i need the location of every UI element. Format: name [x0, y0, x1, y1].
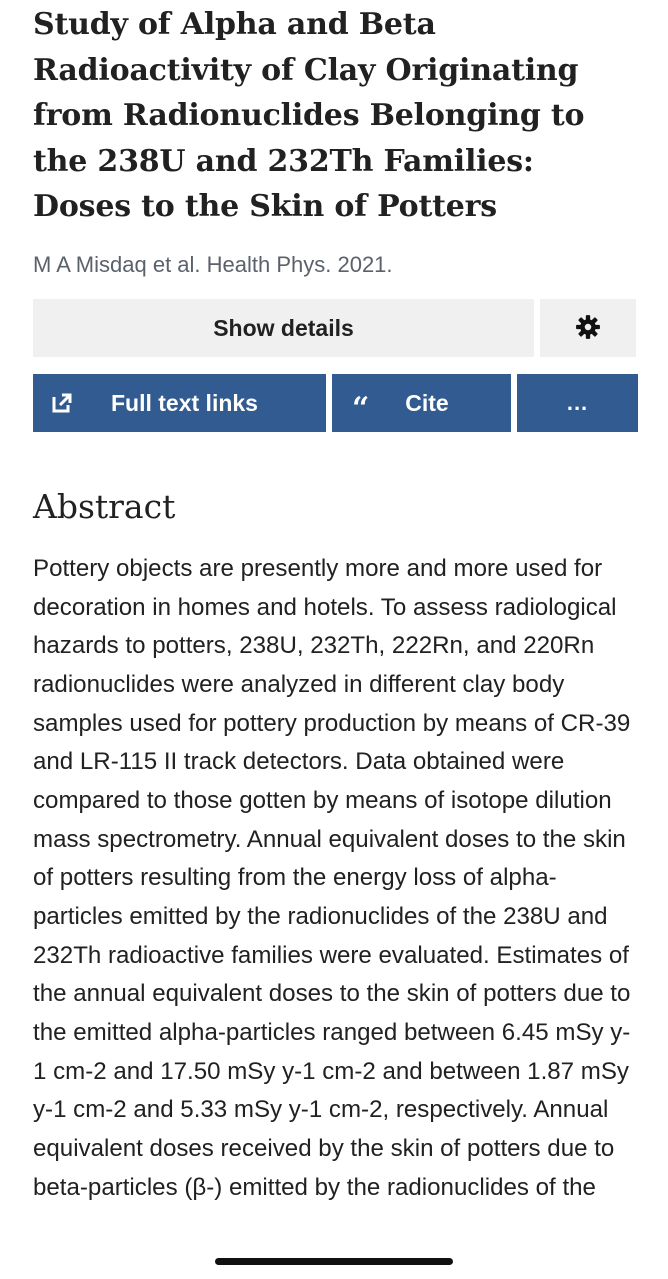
abstract-heading: Abstract [33, 487, 176, 526]
home-indicator[interactable] [215, 1258, 453, 1265]
cite-button[interactable] [332, 374, 511, 432]
gear-icon [575, 314, 601, 343]
abstract-text: Pottery objects are presently more and more used for decoration in homes and hotels. To assess radiological hazards to potters, 238U, 232Th, 222Rn, and 220Rn radionuclides were analyzed in different clay body samples used for pottery production by means of CR-39 and LR-115 II track detectors. Data obtained were compared to those gotten by means of isotope dilution mass spectrometry. Annual equivalent doses to the skin of potters resulting from the energy loss of alpha-particles emitted by the radionuclides of the 238U and 232Th radioactive families were evaluated. Estimates of the annual equivalent doses to the skin of potters due to the emitted alpha-particles ranged between 6.45 mSy y-1 cm-2 and 17.50 mSy y-1 cm-2 and between 1.87 mSy y-1 cm-2 and 5.33 mSy y-1 cm-2, respectively. Annual equivalent doses received by the skin of potters due to beta-particles (β-) emitted by the radionuclides of the [33, 555, 631, 1201]
external-link-icon [51, 392, 73, 414]
details-row [33, 299, 636, 357]
more-button[interactable]: ... [517, 374, 638, 432]
full-text-links-button[interactable] [33, 374, 326, 432]
cite-label: Cite [405, 389, 449, 416]
quote-icon: “ [352, 391, 370, 426]
settings-button[interactable] [540, 299, 636, 357]
show-details-button[interactable]: Show details [33, 299, 534, 357]
full-text-links-label: Full text links [111, 389, 258, 416]
actions-row [33, 374, 636, 432]
article-citation[interactable]: M A Misdaq et al. Health Phys. 2021. [33, 251, 393, 277]
article-title: Study of Alpha and Beta Radioactivity of Clay Originating from Radionuclides Belonging to the 238U and 232Th Families: Doses to the Skin of Potters [33, 7, 585, 224]
article-page [33, 0, 636, 1201]
